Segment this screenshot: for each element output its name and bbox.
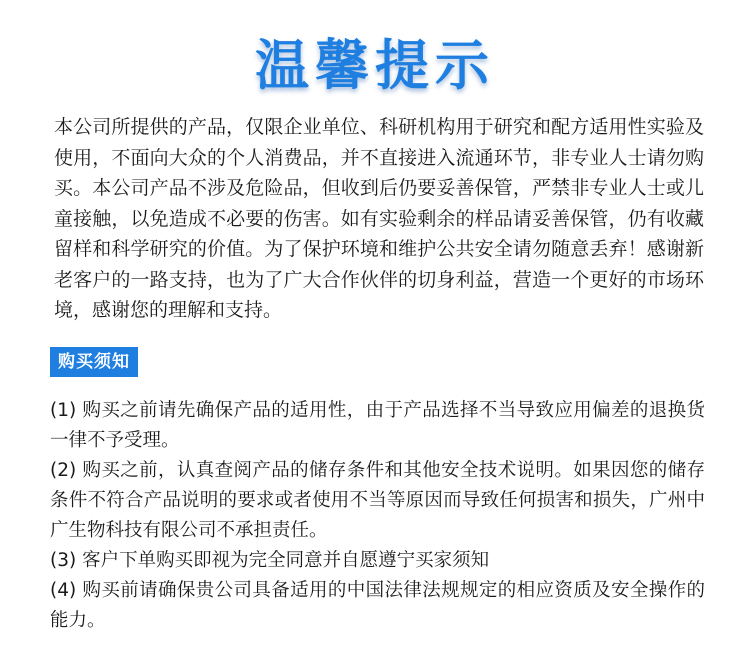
list-item: (3) 客户下单购买即视为完全同意并自愿遵宁买家须知 <box>50 550 490 571</box>
purchase-notice-list <box>50 396 705 636</box>
list-item: (4) 购买前请确保贵公司具备适用的中国法律法规规定的相应资质及安全操作的能力。 <box>50 580 705 631</box>
list-item: (2) 购买之前，认真查阅产品的储存条件和其他安全技术说明。如果因您的储存条件不符合产品说明的要求或者使用不当等原因而导致任何损害和损失，广州中广生物科技有限公司不承担责任。 <box>50 460 705 541</box>
purchase-notice-heading: 购买须知 <box>50 347 138 377</box>
page-title: 温馨提示 <box>255 34 495 97</box>
intro-paragraph: 本公司所提供的产品，仅限企业单位、科研机构用于研究和配方适用性实验及使用，不面向大众的个人消费品，并不直接进入流通环节，非专业人士请勿购买。本公司产品不涉及危险品，但收到后仍要妥善保管，严禁非专业人士或儿童接触，以免造成不必要的伤害。如有实验剩余的样品请妥善保管，仍有收藏留样和科学研究的价值。为了保护环境和维护公共安全请勿随意丢弃！感谢新老客户的一路支持，也为了广大合作伙伴的切身利益，营造一个更好的市场环境，感谢您的理解和支持。 <box>54 116 704 321</box>
list-item: (1) 购买之前请先确保产品的适用性，由于产品选择不当导致应用偏差的退换货一律不予受理。 <box>50 400 705 451</box>
